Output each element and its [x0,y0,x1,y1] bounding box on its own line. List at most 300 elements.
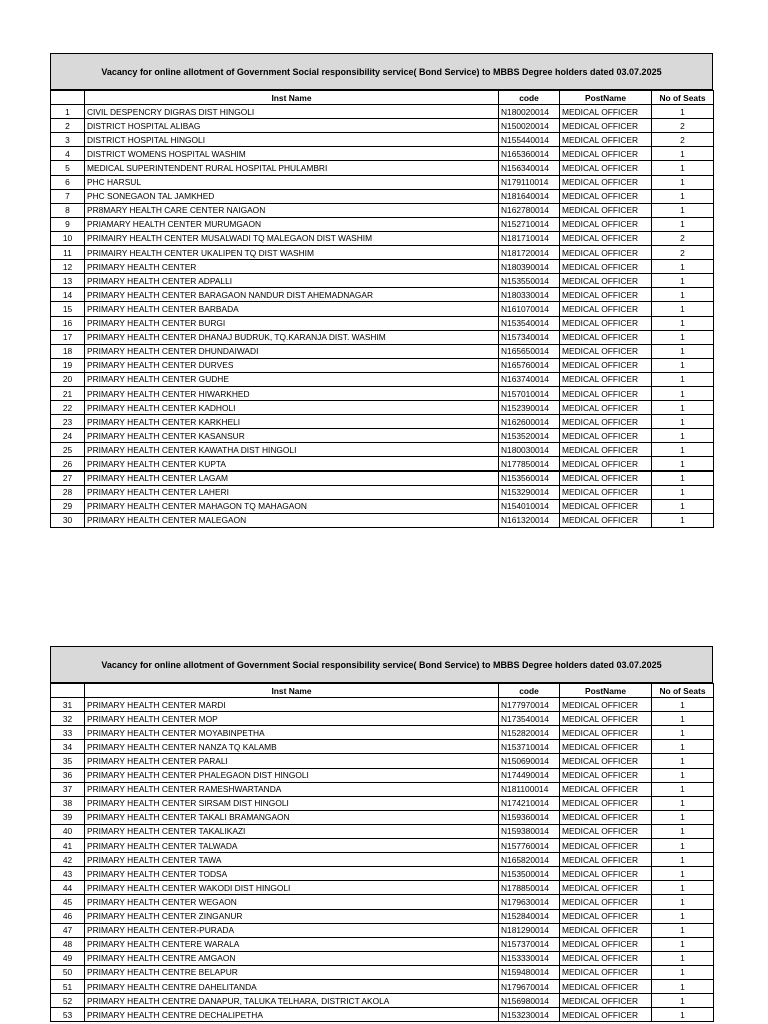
cell-post-name: MEDICAL OFFICER [560,768,652,782]
cell-inst-name: PRIMARY HEALTH CENTER KAWATHA DIST HINGOLI [85,443,499,457]
cell-inst-name: PRIMARY HEALTH CENTRE BELAPUR [85,965,499,979]
table-row [51,895,714,909]
cell-post-name: MEDICAL OFFICER [560,105,652,119]
cell-inst-name: PRIMARY HEALTH CENTER KADHOLI [85,401,499,415]
cell-post-name: MEDICAL OFFICER [560,499,652,513]
table-row [51,881,714,895]
header-inst-name: Inst Name [85,91,499,105]
cell-post-name: MEDICAL OFFICER [560,513,652,527]
cell-serial-no: 10 [51,231,85,245]
cell-post-name: MEDICAL OFFICER [560,471,652,485]
header-serial [51,684,85,698]
cell-no-of-seats: 1 [652,358,714,372]
cell-serial-no: 16 [51,316,85,330]
cell-inst-name: PRIMARY HEALTH CENTER ADPALLI [85,274,499,288]
cell-post-name: MEDICAL OFFICER [560,203,652,217]
cell-serial-no: 26 [51,457,85,471]
table-row [51,147,714,161]
table-row [51,260,714,274]
table-title: Vacancy for online allotment of Government Social responsibility service( Bond Service) to MBBS Degree holders dated 03.07.2025 [50,646,713,683]
cell-serial-no: 32 [51,712,85,726]
cell-no-of-seats: 1 [652,881,714,895]
cell-post-name: MEDICAL OFFICER [560,246,652,260]
cell-code: N165360014 [499,147,560,161]
cell-code: N179670014 [499,979,560,993]
cell-post-name: MEDICAL OFFICER [560,951,652,965]
cell-no-of-seats: 1 [652,867,714,881]
cell-no-of-seats: 1 [652,994,714,1008]
table-row [51,923,714,937]
cell-code: N153330014 [499,951,560,965]
cell-no-of-seats: 1 [652,105,714,119]
cell-serial-no: 29 [51,499,85,513]
cell-post-name: MEDICAL OFFICER [560,937,652,951]
cell-no-of-seats: 1 [652,810,714,824]
cell-serial-no: 5 [51,161,85,175]
cell-code: N180030014 [499,443,560,457]
cell-inst-name: PRIMARY HEALTH CENTER PARALI [85,754,499,768]
cell-post-name: MEDICAL OFFICER [560,133,652,147]
cell-serial-no: 20 [51,372,85,386]
cell-no-of-seats: 1 [652,909,714,923]
cell-serial-no: 24 [51,429,85,443]
cell-post-name: MEDICAL OFFICER [560,782,652,796]
cell-no-of-seats: 1 [652,386,714,400]
cell-no-of-seats: 1 [652,740,714,754]
cell-inst-name: PRIMARY HEALTH CENTER WAKODI DIST HINGOLI [85,881,499,895]
cell-post-name: MEDICAL OFFICER [560,415,652,429]
cell-inst-name: PRIMARY HEALTH CENTER WEGAON [85,895,499,909]
cell-code: N180020014 [499,105,560,119]
cell-serial-no: 14 [51,288,85,302]
cell-code: N179630014 [499,895,560,909]
cell-serial-no: 15 [51,302,85,316]
cell-inst-name: PHC HARSUL [85,175,499,189]
cell-inst-name: PRIMAIRY HEALTH CENTER UKALIPEN TQ DIST WASHIM [85,246,499,260]
cell-inst-name: PRIMARY HEALTH CENTER MARDI [85,698,499,712]
table-row [51,909,714,923]
cell-no-of-seats: 1 [652,754,714,768]
cell-code: N165820014 [499,853,560,867]
cell-inst-name: CIVIL DESPENCRY DIGRAS DIST HINGOLI [85,105,499,119]
cell-code: N153710014 [499,740,560,754]
table-row [51,288,714,302]
table-row [51,105,714,119]
cell-code: N181640014 [499,189,560,203]
cell-code: N159480014 [499,965,560,979]
vacancy-table [50,683,714,1022]
cell-no-of-seats: 1 [652,951,714,965]
vacancy-table-block-1 [50,53,713,528]
cell-post-name: MEDICAL OFFICER [560,796,652,810]
cell-code: N155440014 [499,133,560,147]
cell-code: N180330014 [499,288,560,302]
cell-code: N157340014 [499,330,560,344]
cell-post-name: MEDICAL OFFICER [560,231,652,245]
cell-post-name: MEDICAL OFFICER [560,358,652,372]
cell-post-name: MEDICAL OFFICER [560,810,652,824]
cell-serial-no: 17 [51,330,85,344]
cell-no-of-seats: 1 [652,415,714,429]
header-row [51,684,714,698]
cell-no-of-seats: 1 [652,979,714,993]
header-no-of-seats: No of Seats [652,684,714,698]
cell-inst-name: PRIMARY HEALTH CENTER MAHAGON TQ MAHAGAON [85,499,499,513]
table-row [51,231,714,245]
table-row [51,203,714,217]
cell-no-of-seats: 1 [652,726,714,740]
table-row [51,302,714,316]
table-row [51,810,714,824]
cell-serial-no: 1 [51,105,85,119]
cell-code: N179110014 [499,175,560,189]
cell-no-of-seats: 1 [652,330,714,344]
cell-no-of-seats: 1 [652,824,714,838]
cell-serial-no: 44 [51,881,85,895]
cell-no-of-seats: 1 [652,895,714,909]
table-row [51,119,714,133]
cell-serial-no: 21 [51,386,85,400]
table-row [51,839,714,853]
table-row [51,133,714,147]
table-row [51,951,714,965]
cell-no-of-seats: 1 [652,443,714,457]
cell-post-name: MEDICAL OFFICER [560,288,652,302]
cell-inst-name: DISTRICT HOSPITAL HINGOLI [85,133,499,147]
cell-post-name: MEDICAL OFFICER [560,909,652,923]
cell-inst-name: PR8MARY HEALTH CARE CENTER NAIGAON [85,203,499,217]
cell-code: N163740014 [499,372,560,386]
table-row [51,429,714,443]
cell-no-of-seats: 1 [652,485,714,499]
cell-no-of-seats: 1 [652,698,714,712]
cell-post-name: MEDICAL OFFICER [560,881,652,895]
cell-no-of-seats: 1 [652,344,714,358]
cell-serial-no: 43 [51,867,85,881]
cell-post-name: MEDICAL OFFICER [560,485,652,499]
table-body [51,105,714,528]
cell-no-of-seats: 1 [652,1008,714,1022]
cell-code: N162780014 [499,203,560,217]
cell-serial-no: 38 [51,796,85,810]
cell-inst-name: PRIMARY HEALTH CENTER PHALEGAON DIST HINGOLI [85,768,499,782]
cell-code: N180390014 [499,260,560,274]
cell-no-of-seats: 1 [652,288,714,302]
table-row [51,726,714,740]
cell-no-of-seats: 1 [652,513,714,527]
cell-code: N178850014 [499,881,560,895]
table-row [51,1008,714,1022]
table-row [51,867,714,881]
cell-inst-name: PRIMARY HEALTH CENTER KARKHELI [85,415,499,429]
cell-serial-no: 40 [51,824,85,838]
cell-post-name: MEDICAL OFFICER [560,147,652,161]
cell-serial-no: 41 [51,839,85,853]
cell-post-name: MEDICAL OFFICER [560,217,652,231]
table-row [51,768,714,782]
cell-code: N157760014 [499,839,560,853]
table-row [51,698,714,712]
cell-post-name: MEDICAL OFFICER [560,712,652,726]
cell-post-name: MEDICAL OFFICER [560,189,652,203]
header-code: code [499,684,560,698]
cell-no-of-seats: 1 [652,147,714,161]
cell-serial-no: 35 [51,754,85,768]
cell-no-of-seats: 1 [652,965,714,979]
cell-serial-no: 7 [51,189,85,203]
cell-inst-name: PRIMARY HEALTH CENTER NANZA TQ KALAMB [85,740,499,754]
cell-no-of-seats: 1 [652,923,714,937]
cell-serial-no: 6 [51,175,85,189]
cell-serial-no: 8 [51,203,85,217]
table-row [51,471,714,485]
cell-inst-name: PRIMARY HEALTH CENTER LAHERI [85,485,499,499]
cell-serial-no: 25 [51,443,85,457]
cell-code: N153290014 [499,485,560,499]
table-row [51,274,714,288]
table-row [51,513,714,527]
cell-no-of-seats: 1 [652,217,714,231]
table-row [51,712,714,726]
cell-no-of-seats: 2 [652,119,714,133]
cell-post-name: MEDICAL OFFICER [560,302,652,316]
table-row [51,189,714,203]
cell-no-of-seats: 1 [652,796,714,810]
cell-post-name: MEDICAL OFFICER [560,726,652,740]
table-row [51,824,714,838]
cell-post-name: MEDICAL OFFICER [560,895,652,909]
cell-inst-name: DISTRICT WOMENS HOSPITAL WASHIM [85,147,499,161]
cell-serial-no: 49 [51,951,85,965]
cell-inst-name: PRIMARY HEALTH CENTER-PURADA [85,923,499,937]
cell-post-name: MEDICAL OFFICER [560,161,652,175]
cell-serial-no: 51 [51,979,85,993]
cell-inst-name: PRIMARY HEALTH CENTER BARAGAON NANDUR DIST AHEMADNAGAR [85,288,499,302]
cell-no-of-seats: 1 [652,429,714,443]
cell-post-name: MEDICAL OFFICER [560,429,652,443]
cell-code: N157370014 [499,937,560,951]
cell-serial-no: 37 [51,782,85,796]
table-row [51,330,714,344]
cell-inst-name: PRIMARY HEALTH CENTER TALWADA [85,839,499,853]
cell-code: N153550014 [499,274,560,288]
cell-code: N165650014 [499,344,560,358]
cell-no-of-seats: 1 [652,471,714,485]
table-row [51,344,714,358]
cell-serial-no: 28 [51,485,85,499]
cell-inst-name: PRIMARY HEALTH CENTRE AMGAON [85,951,499,965]
cell-inst-name: PRIMARY HEALTH CENTER DURVES [85,358,499,372]
cell-serial-no: 9 [51,217,85,231]
cell-inst-name: PRIMARY HEALTH CENTER DHANAJ BUDRUK, TQ.KARANJA DIST. WASHIM [85,330,499,344]
header-inst-name: Inst Name [85,684,499,698]
cell-serial-no: 12 [51,260,85,274]
cell-serial-no: 11 [51,246,85,260]
cell-serial-no: 3 [51,133,85,147]
table-row [51,782,714,796]
cell-inst-name: PRIMARY HEALTH CENTER MALEGAON [85,513,499,527]
cell-no-of-seats: 1 [652,457,714,471]
cell-post-name: MEDICAL OFFICER [560,965,652,979]
cell-code: N165760014 [499,358,560,372]
cell-post-name: MEDICAL OFFICER [560,824,652,838]
table-row [51,485,714,499]
cell-inst-name: PRIMARY HEALTH CENTER [85,260,499,274]
cell-serial-no: 30 [51,513,85,527]
cell-no-of-seats: 1 [652,175,714,189]
cell-code: N152840014 [499,909,560,923]
cell-code: N153230014 [499,1008,560,1022]
cell-post-name: MEDICAL OFFICER [560,316,652,330]
table-row [51,443,714,457]
cell-code: N181720014 [499,246,560,260]
cell-post-name: MEDICAL OFFICER [560,386,652,400]
cell-no-of-seats: 2 [652,246,714,260]
cell-inst-name: PRIMARY HEALTH CENTER HIWARKHED [85,386,499,400]
cell-code: N177970014 [499,698,560,712]
cell-post-name: MEDICAL OFFICER [560,740,652,754]
cell-code: N152710014 [499,217,560,231]
cell-serial-no: 33 [51,726,85,740]
cell-no-of-seats: 1 [652,937,714,951]
cell-post-name: MEDICAL OFFICER [560,867,652,881]
cell-code: N161320014 [499,513,560,527]
cell-post-name: MEDICAL OFFICER [560,274,652,288]
cell-post-name: MEDICAL OFFICER [560,372,652,386]
cell-code: N150690014 [499,754,560,768]
cell-no-of-seats: 1 [652,839,714,853]
table-row [51,358,714,372]
cell-code: N174210014 [499,796,560,810]
cell-serial-no: 50 [51,965,85,979]
cell-serial-no: 4 [51,147,85,161]
cell-inst-name: PRIMARY HEALTH CENTER MOP [85,712,499,726]
table-row [51,415,714,429]
table-title: Vacancy for online allotment of Government Social responsibility service( Bond Service) to MBBS Degree holders dated 03.07.2025 [50,53,713,90]
cell-post-name: MEDICAL OFFICER [560,443,652,457]
cell-inst-name: PRIMARY HEALTH CENTER RAMESHWARTANDA [85,782,499,796]
cell-no-of-seats: 1 [652,401,714,415]
vacancy-table-block-2 [50,646,713,1022]
cell-code: N154010014 [499,499,560,513]
table-row [51,853,714,867]
cell-code: N162600014 [499,415,560,429]
cell-code: N156980014 [499,994,560,1008]
cell-inst-name: PRIMARY HEALTH CENTER TODSA [85,867,499,881]
cell-serial-no: 46 [51,909,85,923]
cell-no-of-seats: 1 [652,316,714,330]
table-row [51,401,714,415]
cell-inst-name: PRIMARY HEALTH CENTER GUDHE [85,372,499,386]
cell-inst-name: PRIMARY HEALTH CENTER TAKALI BRAMANGAON [85,810,499,824]
cell-inst-name: PRIMARY HEALTH CENTER BARBADA [85,302,499,316]
cell-code: N153540014 [499,316,560,330]
cell-serial-no: 52 [51,994,85,1008]
table-row [51,979,714,993]
table-row [51,246,714,260]
header-post-name: PostName [560,684,652,698]
cell-post-name: MEDICAL OFFICER [560,401,652,415]
cell-inst-name: PRIMARY HEALTH CENTER LAGAM [85,471,499,485]
table-row [51,965,714,979]
cell-code: N181710014 [499,231,560,245]
cell-no-of-seats: 1 [652,203,714,217]
table-row [51,994,714,1008]
cell-inst-name: PRIMARY HEALTH CENTERE WARALA [85,937,499,951]
cell-no-of-seats: 1 [652,768,714,782]
cell-serial-no: 42 [51,853,85,867]
cell-inst-name: PRIMARY HEALTH CENTER TAWA [85,853,499,867]
table-row [51,217,714,231]
header-row [51,91,714,105]
cell-post-name: MEDICAL OFFICER [560,839,652,853]
cell-post-name: MEDICAL OFFICER [560,853,652,867]
table-row [51,161,714,175]
cell-serial-no: 2 [51,119,85,133]
cell-post-name: MEDICAL OFFICER [560,698,652,712]
cell-post-name: MEDICAL OFFICER [560,260,652,274]
cell-serial-no: 19 [51,358,85,372]
cell-code: N153520014 [499,429,560,443]
table-row [51,372,714,386]
cell-no-of-seats: 1 [652,161,714,175]
cell-post-name: MEDICAL OFFICER [560,119,652,133]
cell-serial-no: 53 [51,1008,85,1022]
header-code: code [499,91,560,105]
vacancy-table [50,90,714,528]
cell-no-of-seats: 1 [652,712,714,726]
cell-code: N153500014 [499,867,560,881]
cell-post-name: MEDICAL OFFICER [560,1008,652,1022]
cell-serial-no: 27 [51,471,85,485]
cell-no-of-seats: 1 [652,372,714,386]
table-body [51,698,714,1022]
cell-inst-name: PRIMARY HEALTH CENTER TAKALIKAZI [85,824,499,838]
cell-serial-no: 23 [51,415,85,429]
cell-no-of-seats: 1 [652,499,714,513]
cell-inst-name: PRIMARY HEALTH CENTER DHUNDAIWADI [85,344,499,358]
cell-inst-name: PRIAMARY HEALTH CENTER MURUMGAON [85,217,499,231]
cell-serial-no: 39 [51,810,85,824]
cell-serial-no: 31 [51,698,85,712]
cell-code: N181290014 [499,923,560,937]
table-row [51,175,714,189]
cell-serial-no: 34 [51,740,85,754]
cell-inst-name: PRIMARY HEALTH CENTER ZINGANUR [85,909,499,923]
header-post-name: PostName [560,91,652,105]
cell-post-name: MEDICAL OFFICER [560,923,652,937]
header-no-of-seats: No of Seats [652,91,714,105]
table-row [51,740,714,754]
cell-serial-no: 45 [51,895,85,909]
table-row [51,316,714,330]
cell-no-of-seats: 1 [652,260,714,274]
cell-inst-name: PRIMARY HEALTH CENTRE DECHALIPETHA [85,1008,499,1022]
table-row [51,386,714,400]
cell-serial-no: 47 [51,923,85,937]
cell-code: N174490014 [499,768,560,782]
cell-post-name: MEDICAL OFFICER [560,344,652,358]
cell-code: N159380014 [499,824,560,838]
cell-code: N157010014 [499,386,560,400]
cell-inst-name: PRIMARY HEALTH CENTER SIRSAM DIST HINGOLI [85,796,499,810]
cell-post-name: MEDICAL OFFICER [560,175,652,189]
cell-code: N152390014 [499,401,560,415]
cell-inst-name: PRIMARY HEALTH CENTER MOYABINPETHA [85,726,499,740]
cell-code: N173540014 [499,712,560,726]
cell-serial-no: 18 [51,344,85,358]
cell-post-name: MEDICAL OFFICER [560,330,652,344]
